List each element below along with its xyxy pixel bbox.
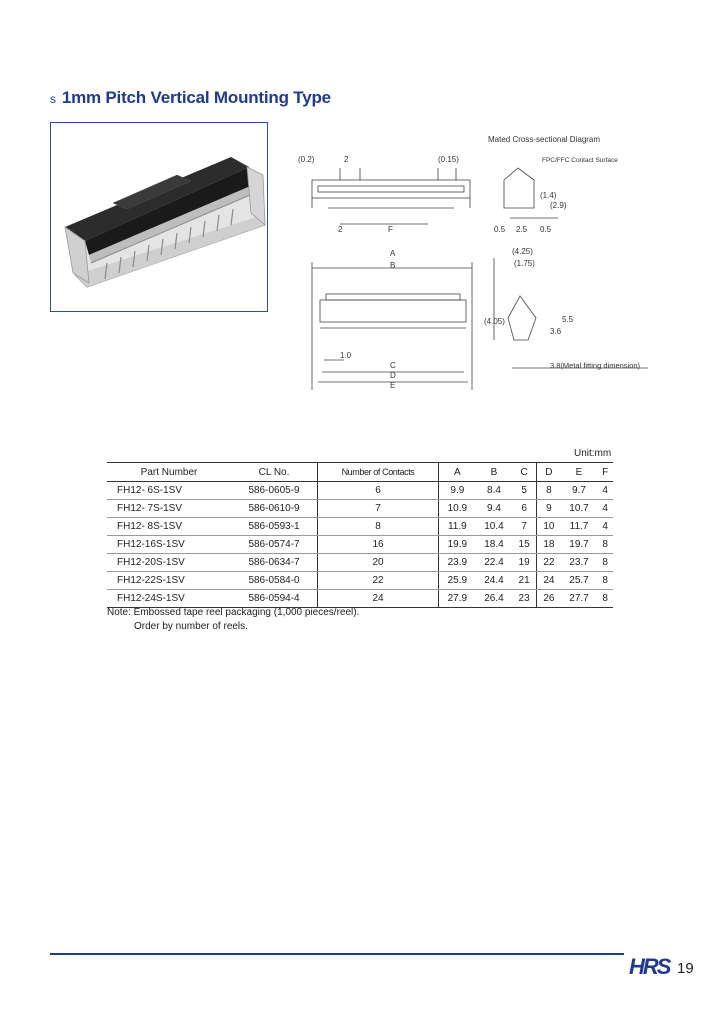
dim-letter-c: C <box>390 361 396 370</box>
cell-d: 18 <box>536 536 560 554</box>
cell-e: 25.7 <box>561 572 597 590</box>
cell-a: 27.9 <box>438 590 475 608</box>
cell-c: 5 <box>512 482 536 500</box>
cell-cl-no: 586-0574-7 <box>231 536 317 554</box>
cell-f: 4 <box>597 500 613 518</box>
dim-side-0: (1.4) <box>540 191 557 200</box>
header-d: D <box>536 463 560 482</box>
table-row <box>107 536 613 554</box>
table-row <box>107 500 613 518</box>
cell-b: 24.4 <box>476 572 512 590</box>
dim-profile-1: (1.75) <box>514 259 535 268</box>
dim-top-1: 2 <box>344 155 349 164</box>
cell-e: 19.7 <box>561 536 597 554</box>
note-line-1: Note: Embossed tape reel packaging (1,000 pieces/reel). <box>107 607 360 618</box>
dimension-drawing <box>288 128 658 408</box>
cell-f: 8 <box>597 572 613 590</box>
cell-contacts: 8 <box>318 518 439 536</box>
cell-e: 10.7 <box>561 500 597 518</box>
table-row <box>107 482 613 500</box>
cell-part-number: FH12-20S-1SV <box>107 554 231 572</box>
dim-letter-e: E <box>390 381 396 390</box>
cell-d: 10 <box>536 518 560 536</box>
cell-b: 8.4 <box>476 482 512 500</box>
cell-c: 6 <box>512 500 536 518</box>
header-b: B <box>476 463 512 482</box>
cell-f: 4 <box>597 518 613 536</box>
cell-f: 8 <box>597 554 613 572</box>
header-contacts: Number of Contacts <box>318 463 439 482</box>
hrs-logo-text: HRS <box>629 954 670 978</box>
cell-a: 23.9 <box>438 554 475 572</box>
cell-d: 9 <box>536 500 560 518</box>
dim-side-4: 0.5 <box>540 225 552 234</box>
cell-part-number: FH12- 7S-1SV <box>107 500 231 518</box>
cell-d: 26 <box>536 590 560 608</box>
dim-profile-0: (4.25) <box>512 247 533 256</box>
cell-contacts: 16 <box>318 536 439 554</box>
cell-cl-no: 586-0593-1 <box>231 518 317 536</box>
dim-side-3: 2.5 <box>516 225 528 234</box>
header-a: A <box>438 463 475 482</box>
cell-cl-no: 586-0605-9 <box>231 482 317 500</box>
cell-part-number: FH12- 8S-1SV <box>107 518 231 536</box>
dim-side-1: (2.9) <box>550 201 567 210</box>
dim-pitch: 1.0 <box>340 351 352 360</box>
cell-c: 7 <box>512 518 536 536</box>
metal-fitting-label: 3.8(Metal fitting dimension) <box>550 361 641 370</box>
dim-profile-2: (4.05) <box>484 317 505 326</box>
table-row <box>107 518 613 536</box>
cross-section-title: Mated Cross-sectional Diagram <box>488 135 601 144</box>
cell-e: 27.7 <box>561 590 597 608</box>
cell-c: 19 <box>512 554 536 572</box>
cell-a: 19.9 <box>438 536 475 554</box>
cell-contacts: 6 <box>318 482 439 500</box>
hrs-logo <box>629 954 673 978</box>
cell-part-number: FH12- 6S-1SV <box>107 482 231 500</box>
header-cl-no: CL No. <box>231 463 317 482</box>
cell-a: 11.9 <box>438 518 475 536</box>
section-title: 1mm Pitch Vertical Mounting Type <box>61 88 331 107</box>
page-number: 19 <box>677 960 694 977</box>
cell-b: 18.4 <box>476 536 512 554</box>
dim-top-4: F <box>388 225 393 234</box>
cell-contacts: 22 <box>318 572 439 590</box>
table-row <box>107 554 613 572</box>
cell-f: 8 <box>597 590 613 608</box>
table-row <box>107 590 613 608</box>
cell-f: 4 <box>597 482 613 500</box>
cell-part-number: FH12-24S-1SV <box>107 590 231 608</box>
cell-part-number: FH12-16S-1SV <box>107 536 231 554</box>
cell-part-number: FH12-22S-1SV <box>107 572 231 590</box>
dim-letter-d: D <box>390 371 396 380</box>
cell-b: 22.4 <box>476 554 512 572</box>
cell-contacts: 20 <box>318 554 439 572</box>
dim-profile-4: 5.5 <box>562 315 574 324</box>
header-e: E <box>561 463 597 482</box>
cell-cl-no: 586-0610-9 <box>231 500 317 518</box>
dim-letter-a: A <box>390 249 396 258</box>
cell-cl-no: 586-0584-0 <box>231 572 317 590</box>
note-line-2: Order by number of reels. <box>134 621 248 632</box>
cell-c: 15 <box>512 536 536 554</box>
dim-top-0: (0.2) <box>298 155 315 164</box>
product-photo <box>50 122 268 312</box>
cell-e: 9.7 <box>561 482 597 500</box>
dim-side-2: 0.5 <box>494 225 506 234</box>
section-heading <box>50 88 331 108</box>
dim-letter-b: B <box>390 261 396 270</box>
cell-a: 10.9 <box>438 500 475 518</box>
cell-a: 9.9 <box>438 482 475 500</box>
dim-top-2: (0.15) <box>438 155 459 164</box>
cell-d: 8 <box>536 482 560 500</box>
table-header-row <box>107 463 613 482</box>
cell-c: 23 <box>512 590 536 608</box>
table-row <box>107 572 613 590</box>
header-f: F <box>597 463 613 482</box>
unit-label: Unit:mm <box>574 448 612 459</box>
cell-contacts: 7 <box>318 500 439 518</box>
packaging-note <box>107 606 359 634</box>
cell-d: 24 <box>536 572 560 590</box>
heading-bullet: s <box>50 92 56 106</box>
cell-b: 9.4 <box>476 500 512 518</box>
cell-e: 23.7 <box>561 554 597 572</box>
header-c: C <box>512 463 536 482</box>
fpc-label: FPC/FFC Contact Surface <box>542 157 618 164</box>
cell-contacts: 24 <box>318 590 439 608</box>
connector-illustration <box>51 123 267 311</box>
cell-b: 10.4 <box>476 518 512 536</box>
cell-e: 11.7 <box>561 518 597 536</box>
cell-f: 8 <box>597 536 613 554</box>
dim-top-3: 2 <box>338 225 343 234</box>
cell-cl-no: 586-0634-7 <box>231 554 317 572</box>
spec-table <box>107 462 613 608</box>
cell-d: 22 <box>536 554 560 572</box>
cell-c: 21 <box>512 572 536 590</box>
header-part-number: Part Number <box>107 463 231 482</box>
cell-b: 26.4 <box>476 590 512 608</box>
dim-profile-3: 3.6 <box>550 327 562 336</box>
cell-a: 25.9 <box>438 572 475 590</box>
footer-rule <box>50 953 624 955</box>
cell-cl-no: 586-0594-4 <box>231 590 317 608</box>
